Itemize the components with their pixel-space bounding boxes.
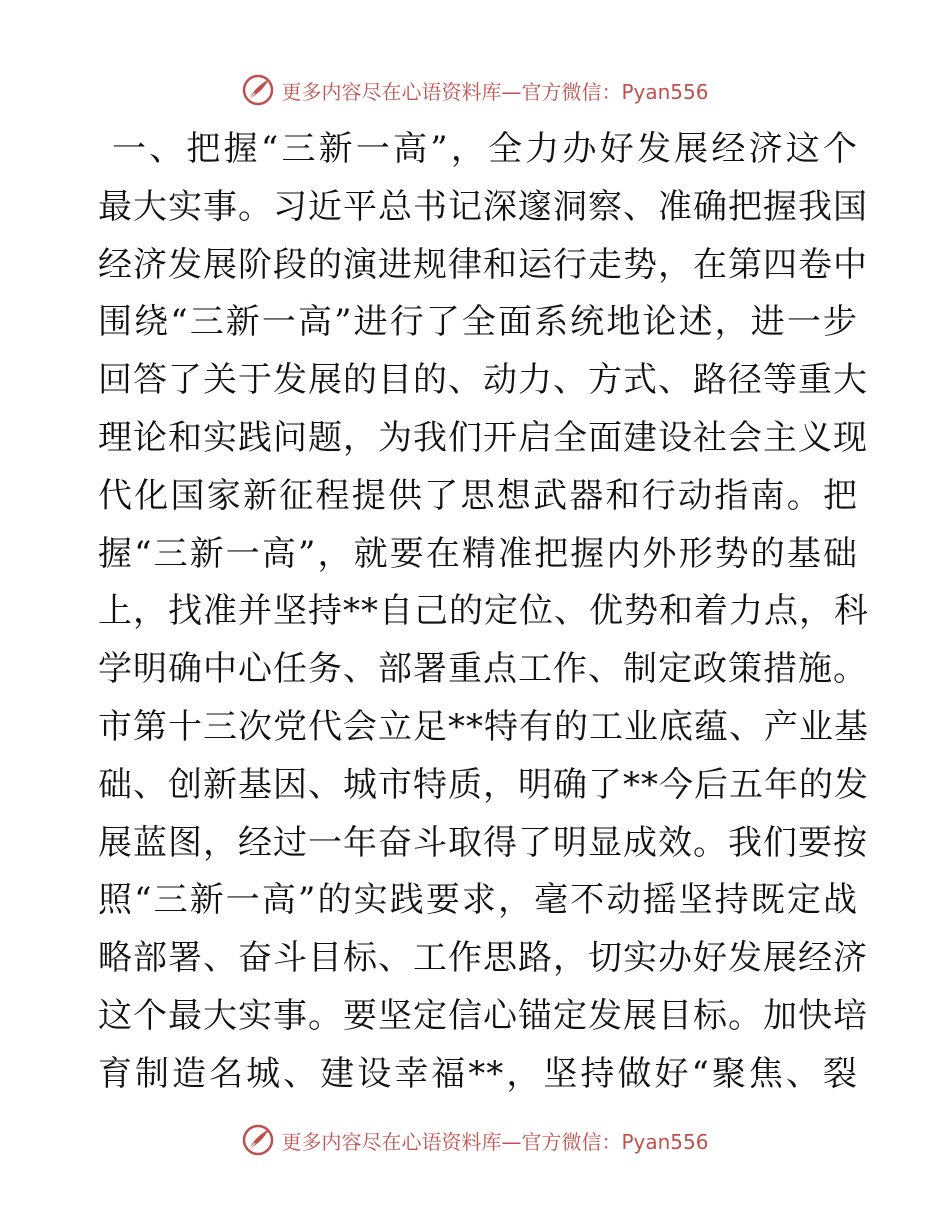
watermark-separator: —: [501, 1129, 522, 1154]
text-line: 学明确中心任务、部署重点工作、制定政策措施。: [98, 649, 868, 690]
text-line: 这个最大实事。要坚定信心锚定发展目标。加快培: [98, 995, 868, 1036]
text-line: 经济发展阶段的演进规律和运行走势，在第四卷中: [98, 244, 868, 285]
watermark-brand: 更多内容尽在心语资料库: [281, 79, 502, 104]
text-line: 围绕“三新一高”进行了全面系统地论述，进一步: [98, 302, 858, 343]
watermark-brand: 更多内容尽在心语资料库: [281, 1129, 502, 1154]
text-line: 础、创新基因、城市特质，明确了**今后五年的发: [98, 764, 869, 805]
watermark-footer: [0, 1120, 950, 1160]
document-body: [98, 121, 869, 1104]
text-line: 最大实事。习近平总书记深邃洞察、准确把握我国: [98, 186, 868, 227]
watermark-contact: 官方微信：Pyan556: [521, 79, 709, 104]
text-line: 略部署、奋斗目标、工作思路，切实办好发展经济: [98, 938, 868, 979]
text-line: 上，找准并坚持**自己的定位、优势和着力点，科: [98, 591, 869, 632]
text-line: 照“三新一高”的实践要求，毫不动摇坚持既定战: [98, 880, 858, 921]
text-line: 回答了关于发展的目的、动力、方式、路径等重大: [98, 360, 868, 401]
watermark-header: [0, 70, 950, 110]
text-line: 育制造名城、建设幸福**，坚持做好“聚焦、裂: [98, 1053, 858, 1094]
text-line: 代化国家新征程提供了思想武器和行动指南。把: [98, 475, 858, 516]
text-line: 市第十三次党代会立足**特有的工业底蕴、产业基: [98, 706, 869, 747]
text-line: 理论和实践问题，为我们开启全面建设社会主义现: [98, 417, 868, 458]
watermark-separator: —: [501, 79, 522, 104]
watermark-text: [281, 76, 708, 105]
text-line: 展蓝图，经过一年奋斗取得了明显成效。我们要按: [98, 822, 868, 863]
watermark-text: [281, 1126, 708, 1155]
watermark-contact: 官方微信：Pyan556: [521, 1129, 709, 1154]
text-line: 握“三新一高”，就要在精准把握内外形势的基础: [98, 533, 858, 574]
quill-pen-logo-icon: [241, 73, 275, 107]
quill-pen-logo-icon: [241, 1123, 275, 1157]
text-line: 一、把握“三新一高”，全力办好发展经济这个: [112, 129, 858, 169]
